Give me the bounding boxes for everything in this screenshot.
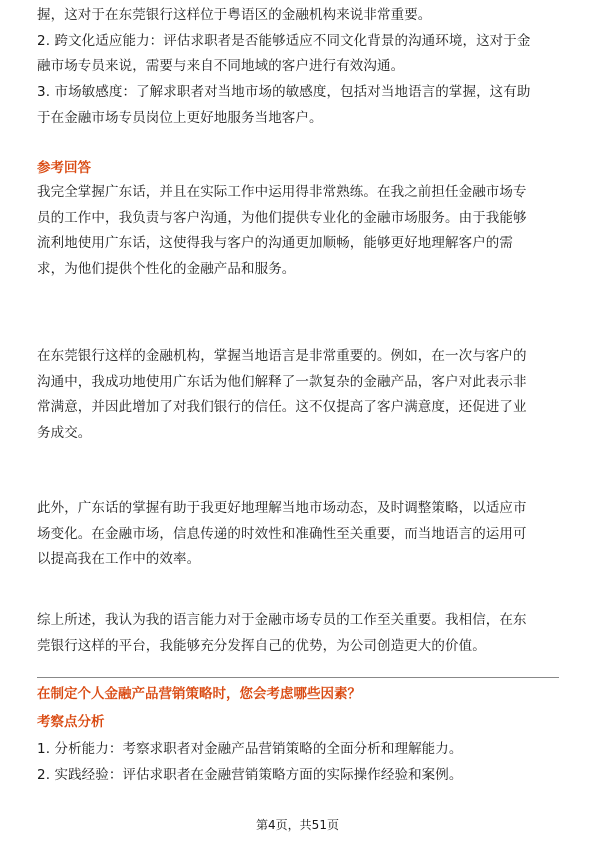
analysis-list xyxy=(37,737,559,788)
list-item: 2. 实践经验：评估求职者在金融营销策略方面的实际操作经验和案例。 xyxy=(37,766,463,783)
text-line: 于在金融市场专员岗位上更好地服务当地客户。 xyxy=(37,109,323,126)
answer-paragraph-3 xyxy=(37,496,559,573)
text-line: 常满意，并因此增加了对我们银行的信任。这不仅提高了客户满意度，还促进了业 xyxy=(37,399,527,416)
text-line: 2. 跨文化适应能力：评估求职者是否能够适应不同文化背景的沟通环境，这对于金 xyxy=(37,32,531,49)
list-item: 1. 分析能力：考察求职者对金融产品营销策略的全面分析和理解能力。 xyxy=(37,741,463,757)
text-line: 场变化。在金融市场，信息传递的时效性和准确性至关重要，而当地语言的运用可 xyxy=(37,525,527,542)
text-line: 务成交。 xyxy=(37,425,92,442)
text-line: 莞银行这样的平台，我能够充分发挥自己的优势，为公司创造更大的价值。 xyxy=(37,637,486,654)
text-line: 融市场专员来说，需要与来自不同地域的客户进行有效沟通。 xyxy=(37,58,405,75)
text-line: 我完全掌握广东话，并且在实际工作中运用得非常熟练。在我之前担任金融市场专 xyxy=(37,184,527,200)
answer-heading: 参考回答 xyxy=(37,160,91,176)
answer-paragraph-4 xyxy=(37,608,559,659)
text-line: 求，为他们提供个性化的金融产品和服务。 xyxy=(37,261,296,278)
section-divider xyxy=(37,677,559,678)
page-number-footer: 第4页，共51页 xyxy=(256,818,339,832)
text-line: 在东莞银行这样的金融机构，掌握当地语言是非常重要的。例如，在一次与客户的 xyxy=(37,348,527,364)
text-line: 握，这对于在东莞银行这样位于粤语区的金融机构来说非常重要。 xyxy=(37,7,432,23)
analysis-heading: 考察点分析 xyxy=(37,714,105,730)
text-line: 员的工作中，我负责与客户沟通，为他们提供专业化的金融市场服务。由于我能够 xyxy=(37,209,527,226)
answer-paragraph-2 xyxy=(37,344,559,447)
text-line: 流利地使用广东话，这使得我与客户的沟通更加顺畅，能够更好地理解客户的需 xyxy=(37,235,513,252)
intro-section xyxy=(37,3,559,132)
text-line: 此外，广东话的掌握有助于我更好地理解当地市场动态，及时调整策略，以适应市 xyxy=(37,500,527,516)
answer-paragraph-1 xyxy=(37,180,559,283)
question-heading: 在制定个人金融产品营销策略时，您会考虑哪些因素？ xyxy=(37,686,361,702)
text-line: 3. 市场敏感度：了解求职者对当地市场的敏感度，包括对当地语言的掌握，这有助 xyxy=(37,84,531,101)
text-line: 综上所述，我认为我的语言能力对于金融市场专员的工作至关重要。我相信，在东 xyxy=(37,612,527,628)
text-line: 沟通中，我成功地使用广东话为他们解释了一款复杂的金融产品，客户对此表示非 xyxy=(37,373,527,390)
text-line: 以提高我在工作中的效率。 xyxy=(37,551,201,568)
